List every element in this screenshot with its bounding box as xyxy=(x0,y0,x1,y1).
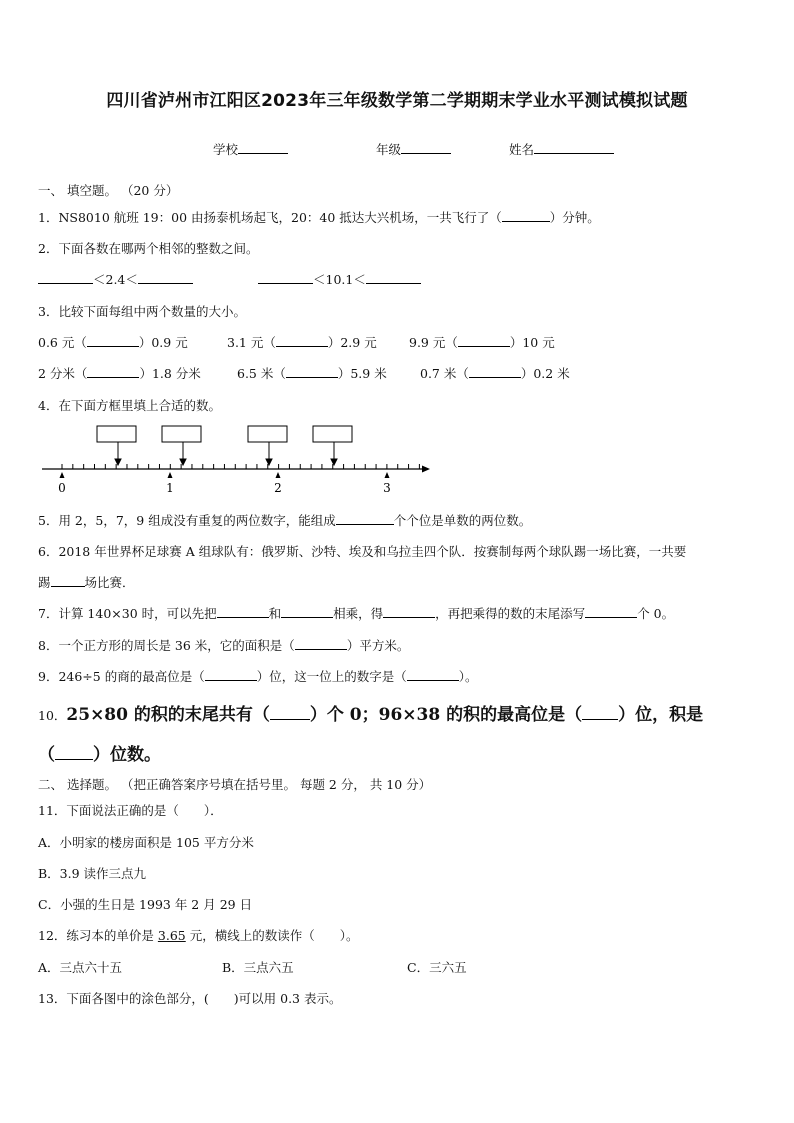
q3-r1c3-blank[interactable] xyxy=(458,334,510,347)
q10-blank-2[interactable] xyxy=(582,703,618,720)
q3-r1c1-left: 0.6 元（ xyxy=(38,335,87,350)
tick-label-0: 0 xyxy=(58,481,66,495)
q10-number: 10． xyxy=(38,708,67,723)
number-line-figure xyxy=(38,422,438,502)
q3-r1c1-right: ）0.9 元 xyxy=(138,335,188,350)
question-1 xyxy=(38,208,600,226)
q3-row2-item1 xyxy=(38,364,201,382)
q3-r1c3-right: ）10 元 xyxy=(509,335,555,350)
section2-heading xyxy=(38,775,431,793)
q5-text-end: 个个位是单数的两位数。 xyxy=(393,513,532,528)
name-label: 姓名 xyxy=(509,142,535,157)
q3-text: 比较下面每组中两个数量的大小。 xyxy=(58,304,246,319)
q8-number: 8． xyxy=(38,638,59,653)
q2-expression-1 xyxy=(38,270,193,288)
tick-label-2: 2 xyxy=(274,481,282,495)
q8-text: 一个正方形的周长是 36 米，它的面积是（ xyxy=(58,638,295,653)
q7-text-a: 计算 140×30 时，可以先把 xyxy=(58,606,217,621)
q3-number: 3． xyxy=(38,304,59,319)
question-7 xyxy=(38,604,674,622)
question-12 xyxy=(38,926,358,944)
q10-text-end: ）位数。 xyxy=(93,745,161,765)
q2-text: 下面各数在哪两个相邻的整数之间。 xyxy=(58,241,259,256)
question-3 xyxy=(38,302,246,320)
q2-blank-2b[interactable] xyxy=(366,271,421,284)
q12-number: 12． xyxy=(38,928,67,943)
q7-text-b: 和 xyxy=(268,606,282,621)
answer-box-4[interactable] xyxy=(313,426,352,442)
q11-option-b[interactable]: B．3.9 读作三点九 xyxy=(38,866,147,881)
tick-label-3: 3 xyxy=(383,481,391,495)
axis-ticks xyxy=(62,464,419,469)
section2-note: （把正确答案序号填在括号里。 每题 2 分， 共 10 分） xyxy=(120,777,432,792)
q3-r1c2-blank[interactable] xyxy=(276,334,328,347)
q4-number: 4． xyxy=(38,398,59,413)
q10-blank-3[interactable] xyxy=(55,743,93,760)
q8-blank[interactable] xyxy=(295,637,347,650)
answer-box-1[interactable] xyxy=(97,426,136,442)
q6-text: 2018 年世界杯足球赛 A 组球队有：俄罗斯、沙特、埃及和乌拉圭四个队．按赛制每两个球队踢一场比赛，一共要 xyxy=(58,544,687,559)
q9-blank-2[interactable] xyxy=(407,668,459,681)
school-field[interactable] xyxy=(213,140,288,158)
q7-blank-4[interactable] xyxy=(585,605,637,618)
q12-underlined-number: 3.65 xyxy=(157,928,186,943)
q11-text: 下面说法正确的是（ ）． xyxy=(66,803,223,818)
q6-number: 6． xyxy=(38,544,59,559)
q3-row1-item2 xyxy=(227,333,377,351)
q9-text-a: 246÷5 的商的最高位是（ xyxy=(58,669,205,684)
q11-option-a[interactable]: A．小明家的楼房面积是 105 平方分米 xyxy=(38,835,254,850)
q2-expr1: ＜2.4＜ xyxy=(93,272,138,287)
q10-text-b: ）个 0；96×38 的积的最高位是（ xyxy=(309,705,583,725)
q2-blank-2a[interactable] xyxy=(258,271,313,284)
q3-r2c3-blank[interactable] xyxy=(469,365,521,378)
q5-number: 5． xyxy=(38,513,59,528)
question-8 xyxy=(38,636,409,654)
q7-text-e: 个 0。 xyxy=(637,606,675,621)
grade-label: 年级 xyxy=(376,142,402,157)
q13-number: 13． xyxy=(38,991,67,1006)
q3-row2-item3 xyxy=(420,364,570,382)
q11-option-c[interactable]: C．小强的生日是 1993 年 2 月 29 日 xyxy=(38,897,253,912)
answer-box-3[interactable] xyxy=(248,426,287,442)
q13-text: 下面各图中的涂色部分，( )可以用 0.3 表示。 xyxy=(66,991,342,1006)
question-9 xyxy=(38,667,478,685)
q2-expression-2 xyxy=(258,270,421,288)
q2-number: 2． xyxy=(38,241,59,256)
section1-heading xyxy=(38,181,178,199)
q11-number: 11． xyxy=(38,803,67,818)
section2-title: 二、 选择题。 xyxy=(38,777,117,792)
q5-blank[interactable] xyxy=(336,512,394,525)
q6-blank[interactable] xyxy=(51,574,85,587)
section1-title: 一、 填空题。 xyxy=(38,183,117,198)
q12-option-b[interactable]: B．三点六五 xyxy=(222,960,294,975)
major-tick-markers xyxy=(60,472,390,478)
q7-blank-3[interactable] xyxy=(383,605,435,618)
q12-text-a: 练习本的单价是 xyxy=(66,928,158,943)
q10-text-a: 25×80 的积的末尾共有（ xyxy=(66,705,270,725)
q10-blank-1[interactable] xyxy=(270,703,310,720)
q3-r1c2-right: ）2.9 元 xyxy=(327,335,377,350)
question-6-cont xyxy=(38,573,135,591)
q12-option-c[interactable]: C．三六五 xyxy=(407,960,467,975)
q10-text-d: （ xyxy=(38,745,55,765)
q3-r2c2-blank[interactable] xyxy=(286,365,338,378)
q3-r2c3-left: 0.7 米（ xyxy=(420,366,469,381)
question-4 xyxy=(38,396,221,414)
q3-row1-item3 xyxy=(409,333,555,351)
q12-text-b: 元，横线上的数读作（ ）。 xyxy=(185,928,359,943)
q9-number: 9． xyxy=(38,669,59,684)
q3-r1c3-left: 9.9 元（ xyxy=(409,335,458,350)
q1-text: NS8010 航班 19：00 由扬泰机场起飞，20：40 抵达大兴机场，一共飞行了（ xyxy=(58,210,502,225)
question-2 xyxy=(38,239,258,257)
question-13 xyxy=(38,989,342,1007)
question-10-cont xyxy=(38,740,161,765)
q8-text-end: ）平方米。 xyxy=(346,638,410,653)
q12-option-a[interactable]: A．三点六十五 xyxy=(38,960,123,975)
q7-text-d: ，再把乘得的数的末尾添写 xyxy=(435,606,586,621)
q3-r2c1-blank[interactable] xyxy=(87,365,139,378)
q4-text: 在下面方框里填上合适的数。 xyxy=(58,398,221,413)
question-11 xyxy=(38,801,223,819)
section1-score: （20 分） xyxy=(120,183,179,198)
q6-text-end: 场比赛． xyxy=(84,575,135,590)
q3-r1c1-blank[interactable] xyxy=(87,334,139,347)
question-5 xyxy=(38,511,531,529)
q9-text-end: ）。 xyxy=(458,669,478,684)
question-6 xyxy=(38,542,686,560)
page-title: 四川省泸州市江阳区2023年三年级数学第二学期期末学业水平测试模拟试题 xyxy=(106,91,688,111)
question-10 xyxy=(38,700,703,725)
q7-blank-1[interactable] xyxy=(217,605,269,618)
q2-expr2: ＜10.1＜ xyxy=(313,272,366,287)
q2-blank-1b[interactable] xyxy=(138,271,193,284)
school-label: 学校 xyxy=(213,142,239,157)
pointer-arrows xyxy=(115,442,337,465)
answer-box-2[interactable] xyxy=(162,426,201,442)
q3-r1c2-left: 3.1 元（ xyxy=(227,335,276,350)
q3-r2c2-right: ）5.9 米 xyxy=(337,366,387,381)
q9-blank-1[interactable] xyxy=(205,668,257,681)
q2-blank-1a[interactable] xyxy=(38,271,93,284)
name-field[interactable] xyxy=(509,140,614,158)
q3-row2-item2 xyxy=(237,364,387,382)
q3-row1-item1 xyxy=(38,333,188,351)
grade-field[interactable] xyxy=(376,140,451,158)
q10-text-c: ）位，积是 xyxy=(618,705,704,725)
q5-text: 用 2，5，7，9 组成没有重复的两位数字，能组成 xyxy=(58,513,336,528)
tick-label-1: 1 xyxy=(166,481,174,495)
q1-number: 1． xyxy=(38,210,59,225)
q3-r2c1-right: ）1.8 分米 xyxy=(139,366,201,381)
q6-text-b: 踢 xyxy=(38,575,51,590)
q9-text-b: ）位，这一位上的数字是（ xyxy=(256,669,407,684)
q3-r2c2-left: 6.5 米（ xyxy=(237,366,286,381)
axis-arrowhead xyxy=(422,466,430,473)
q1-text-end: ）分钟。 xyxy=(549,210,600,225)
q1-blank[interactable] xyxy=(502,209,550,222)
q7-text-c: 相乘，得 xyxy=(333,606,384,621)
q3-r2c1-left: 2 分米（ xyxy=(38,366,88,381)
q3-r2c3-right: ）0.2 米 xyxy=(520,366,570,381)
q7-blank-2[interactable] xyxy=(281,605,333,618)
q7-number: 7． xyxy=(38,606,59,621)
